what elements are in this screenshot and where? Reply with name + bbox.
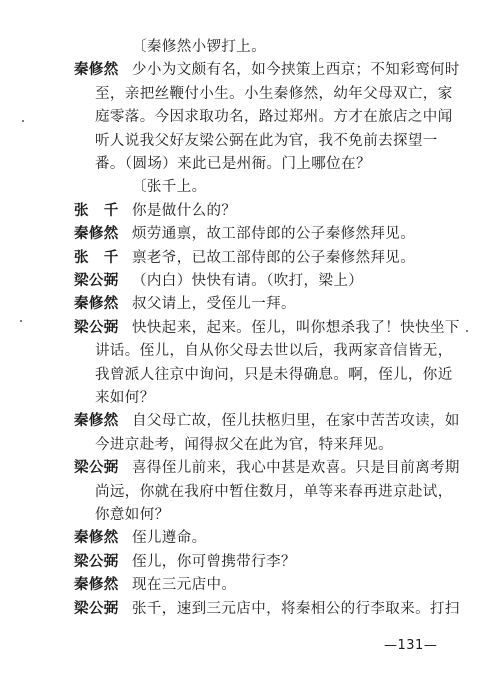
dialogue-line: 侄儿遵命。: [132, 530, 207, 547]
page-number: —131—: [384, 638, 438, 653]
speaker-name: 秦修然: [74, 529, 119, 547]
dialogue-line: 张千，速到三元店中，将秦相公的行李取来。打扫: [132, 600, 460, 617]
dialogue-line: 听人说我父好友梁公弼在此为官，我不免前去探望一: [95, 132, 438, 149]
dialogue-line: （内白）快快有请。（吹打，梁上）: [132, 273, 364, 289]
scan-speck: [22, 120, 24, 122]
scan-speck: [466, 330, 468, 332]
dialogue-line: 喜得侄儿前来，我心中甚是欢喜。只是目前离考期: [132, 460, 460, 477]
dialogue-line: 禀老爷，已故工部侍郎的公子秦修然拜见。: [132, 249, 416, 266]
dialogue-line: 你是做什么的？: [132, 202, 237, 219]
dialogue-line: 侄儿，你可曾携带行李？: [132, 553, 296, 570]
speaker-name: 梁公弼: [74, 552, 119, 570]
dialogue-line: 叔父请上，受侄儿一拜。: [132, 296, 296, 313]
dialogue-line: 庭零落。今因求取功名，路过郑州。方才在旅店之中闻: [95, 109, 453, 126]
dialogue-line: 自父母亡故，侄儿扶柩归里，在家中苦苦攻读，如: [132, 413, 460, 430]
speaker-name: 梁公弼: [74, 599, 119, 617]
dialogue-line: 快快起来，起来。侄儿，叫你想杀我了！快快坐下: [132, 319, 460, 336]
speaker-name: 秦修然: [74, 576, 119, 594]
dialogue-line: 少小为文颇有名，如今挟策上西京；不知彩鸾何时: [132, 62, 460, 79]
speaker-name: 梁公弼: [74, 318, 119, 336]
dialogue-line: 我曾派人往京中询问，只是未得确息。啊，侄儿，你近: [95, 366, 453, 383]
speaker-name: 梁公弼: [74, 272, 119, 289]
speaker-name: 秦修然: [74, 412, 119, 430]
dialogue-line: 现在三元店中。: [132, 577, 237, 594]
dialogue-line: 来如何？: [95, 390, 155, 406]
dialogue-line: 番。（圆场）来此已是州衙。门上哪位在？: [95, 156, 371, 172]
speaker-name: 秦修然: [74, 61, 119, 79]
speaker-name: 秦修然: [74, 225, 119, 243]
dialogue-line: 你意如何？: [95, 507, 170, 523]
dialogue-line: 讲话。侄儿，自从你父母去世以后，我两家音信皆无，: [95, 343, 453, 360]
stage-direction: 〔张千上。: [132, 179, 207, 196]
speaker-name: 张 千: [74, 248, 119, 266]
speaker-name: 秦修然: [74, 295, 119, 313]
stage-direction: 〔秦修然小锣打上。: [132, 39, 267, 55]
dialogue-line: 至，亲把丝鞭付小生。小生秦修然，幼年父母双亡，家: [95, 85, 453, 102]
speaker-name: 张 千: [74, 201, 119, 219]
dialogue-line: 今进京赴考，闻得叔父在此为官，特来拜见。: [95, 436, 393, 453]
dialogue-line: 烦劳通禀，故工部侍郎的公子秦修然拜见。: [132, 226, 416, 243]
speaker-name: 梁公弼: [74, 459, 119, 477]
scan-speck: [20, 320, 22, 322]
dialogue-line: 尚远，你就在我府中暂住数月，单等来春再进京赴试，: [95, 483, 453, 500]
